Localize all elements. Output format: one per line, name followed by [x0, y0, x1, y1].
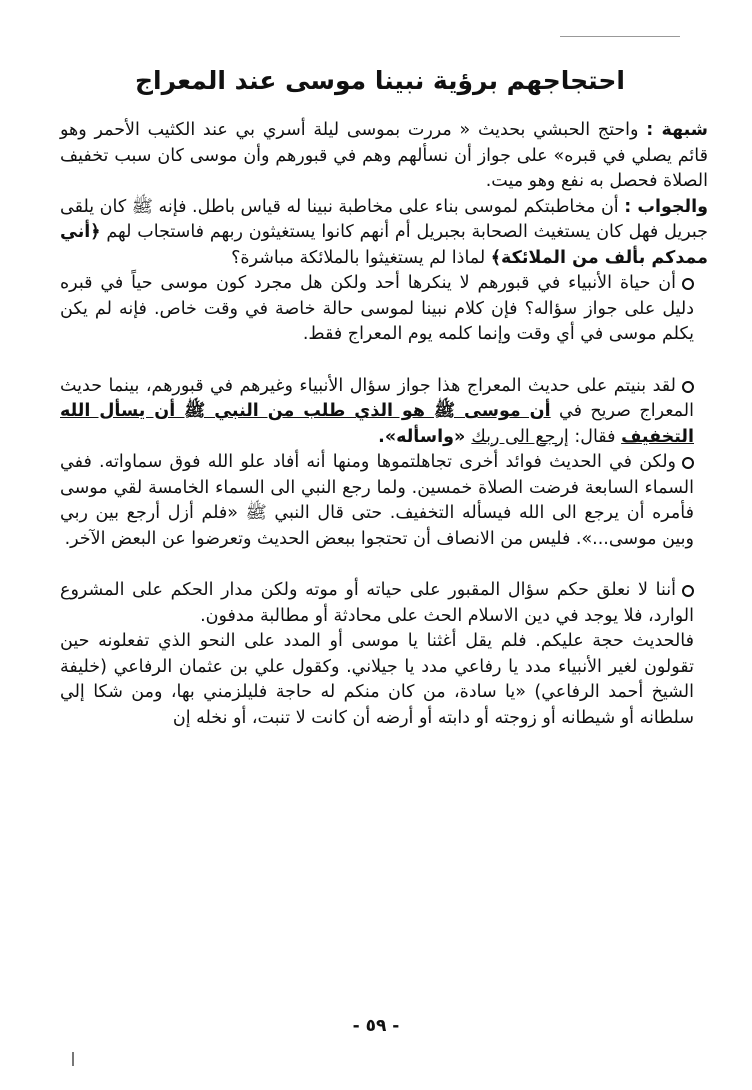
underlined-text: إرجع الى ربك [471, 426, 569, 447]
paragraph-text: أن مخاطبتكم لموسى بناء على مخاطبة نبينا له قياس باطل. فإنه ﷺ كان يلقى جبريل فهل كان يستغيث الصحابة بجبريل أم أنهم كانوا يستغيثون ربهم فاستجاب لهم [60, 196, 708, 242]
paragraph-text: أن حياة الأنبياء في قبورهم لا ينكرها أحد ولكن هل مجرد كون موسى حياً في قبره دليل على جواز سؤاله؟ فإن كلام نبينا لموسى حالة خاصة في وقت خاص. فإنه لم يكن يكلم موسى في أي وقت وإنما كلمه يوم المعراج فقط. [60, 273, 694, 344]
top-rule [560, 36, 680, 37]
paragraph-gap [60, 552, 708, 578]
paragraph-hadith [60, 629, 708, 731]
paragraph-gap [60, 348, 708, 374]
page-title: احتجاجهم برؤية نبينا موسى عند المعراج [135, 66, 625, 95]
underlined-text: أن موسى ﷺ هو الذي طلب من النبي ﷺ أن يسأل الله التخفيف [60, 401, 694, 447]
paragraph-text: فالحديث حجة عليكم. فلم يقل أغثنا يا موسى أو المدد على النحو الذي تفعلونه حين تقولون لغير الأنبياء مدد يا رفاعي مدد يا جيلاني. وكقول علي بن عثمان الرفاعي (خليفة الشيخ أحمد الرفاعي) «يا سادة، من كان منكم له حاجة فليلزمني بها، ومن شكا إلي سلطانه أو شيطانه أو زوجته أو دابته أو أرضه أن كانت لا تنبت، أو نخله إن [60, 631, 694, 728]
paragraph-point [60, 374, 708, 451]
paragraph-shubha [60, 118, 708, 195]
paragraph-text: لقد بنيتم على حديث المعراج هذا جواز سؤال الأنبياء وغيرهم في قبورهم، بينما حديث المعراج صريح في [60, 375, 694, 421]
quran-quote: ﴿أني ممدكم بألف من الملائكة﴾ [60, 222, 708, 268]
paragraph-text: ولكن في الحديث فوائد أخرى تجاهلتموها ومنها أنه أفاد علو الله فوق سماواته. ففي السماء السابعة فرضت الصلاة خمسين. ولما رجع النبي الى السماء الخامسة لقي موسى فأمره أن يرجع الى الله فيسأله التخفيف. حتى قال النبي ﷺ «فلم أزل أرجع بين ربي وبين موسى...». فليس من الانصاف أن تحتجوا ببعض الحديث وتعرضوا عن البعض الآخر. [60, 452, 694, 549]
paragraph-point [60, 450, 708, 552]
paragraph-text: واحتج الحبشي بحديث « مررت بموسى ليلة أسري بي عند الكثيب الأحمر وهو قائم يصلي في قبره» على جواز أن نسألهم وهم في قبورهم وأن موسى كان سبب تخفيف الصلاة فحصل به نفع وهو ميت. [60, 120, 708, 191]
page-number: - ٥٩ - [352, 1016, 400, 1036]
bullet-icon [682, 457, 694, 469]
lead-shubha: شبهة : [646, 120, 708, 140]
paragraph-point [60, 271, 708, 348]
paragraph-text: أننا لا نعلق حكم سؤال المقبور على حياته أو موته ولكن مدار الحكم على المشروع الوارد، فلا يوجد في دين الاسلام الحث على محادثة أو مطالبة مدفون. [60, 580, 694, 626]
paragraph-point [60, 578, 708, 629]
paragraph-answer [60, 195, 708, 272]
bullet-icon [682, 585, 694, 597]
quote-text: «واسأله». [378, 426, 472, 447]
scan-mark [72, 1052, 74, 1066]
paragraph-text: لماذا لم يستغيثوا بالملائكة مباشرة؟ [231, 247, 491, 268]
lead-answer: والجواب : [624, 196, 708, 217]
bullet-icon [682, 381, 694, 393]
paragraph-text: فقال: [568, 426, 622, 447]
bullet-icon [682, 278, 694, 290]
page-body [60, 118, 708, 731]
